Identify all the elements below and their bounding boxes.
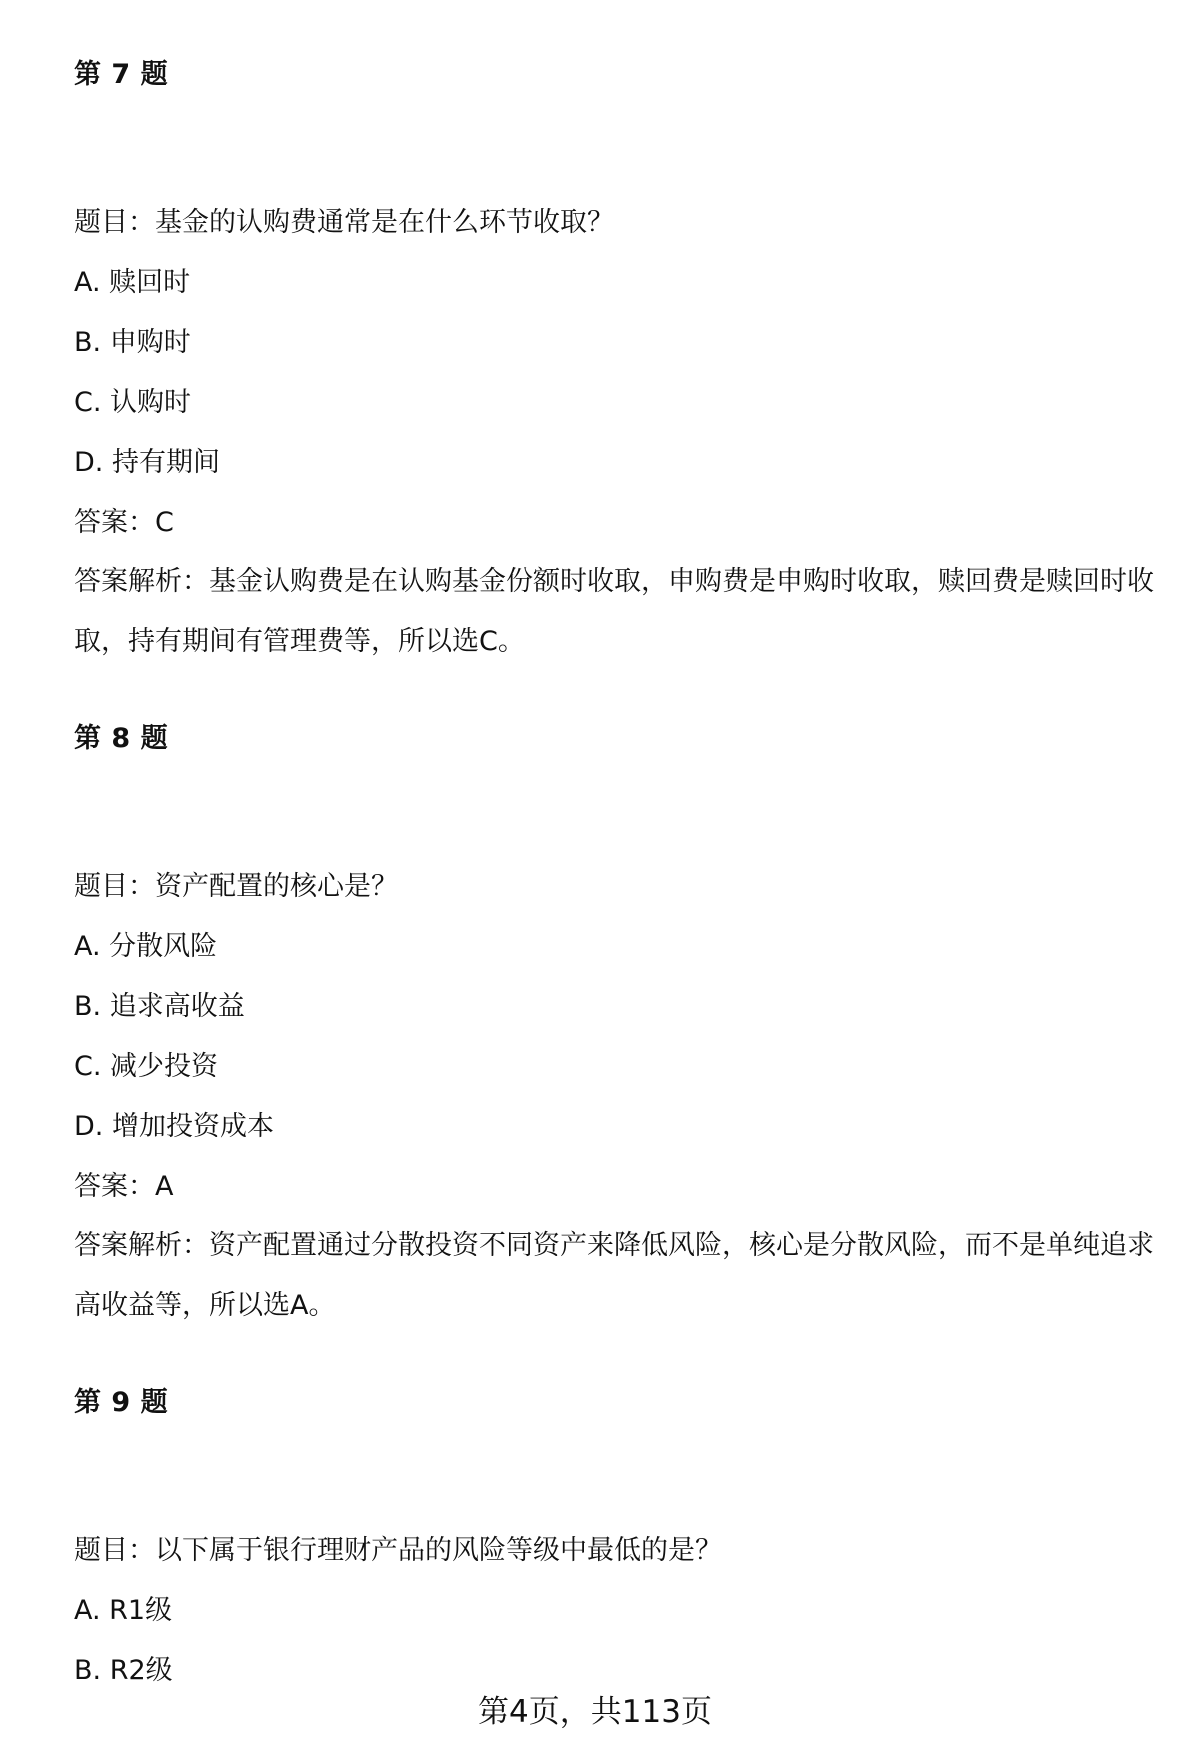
option-b: B. 追求高收益	[74, 991, 245, 1022]
option-d: D. 增加投资成本	[74, 1111, 274, 1142]
option-b: B. 申购时	[74, 327, 191, 358]
answer-analysis: 答案解析：基金认购费是在认购基金份额时收取，申购费是申购时收取，赎回费是赎回时收取，持有期间有管理费等，所以选C。	[74, 566, 1154, 657]
question-heading: 第 8 题	[74, 723, 169, 754]
question-7	[74, 58, 1164, 672]
option-c: C. 减少投资	[74, 1051, 219, 1082]
option-b: B. R2级	[74, 1655, 173, 1686]
option-a: A. 赎回时	[74, 267, 191, 298]
answer: 答案：C	[74, 507, 174, 538]
answer: 答案：A	[74, 1171, 174, 1202]
option-c: C. 认购时	[74, 387, 192, 418]
question-stem: 题目：基金的认购费通常是在什么环节收取？	[74, 207, 614, 238]
option-a: A. R1级	[74, 1595, 173, 1626]
question-stem: 题目：以下属于银行理财产品的风险等级中最低的是？	[74, 1535, 722, 1566]
question-8	[74, 722, 1164, 1336]
question-stem: 题目：资产配置的核心是？	[74, 871, 398, 902]
option-a: A. 分散风险	[74, 931, 218, 962]
answer-analysis: 答案解析：资产配置通过分散投资不同资产来降低风险，核心是分散风险，而不是单纯追求高收益等，所以选A。	[74, 1230, 1154, 1321]
question-heading: 第 9 题	[74, 1387, 169, 1418]
page-number-footer: 第4页，共113页	[478, 1694, 712, 1730]
question-9	[74, 1386, 722, 1688]
question-heading: 第 7 题	[74, 59, 169, 90]
option-d: D. 持有期间	[74, 447, 220, 478]
